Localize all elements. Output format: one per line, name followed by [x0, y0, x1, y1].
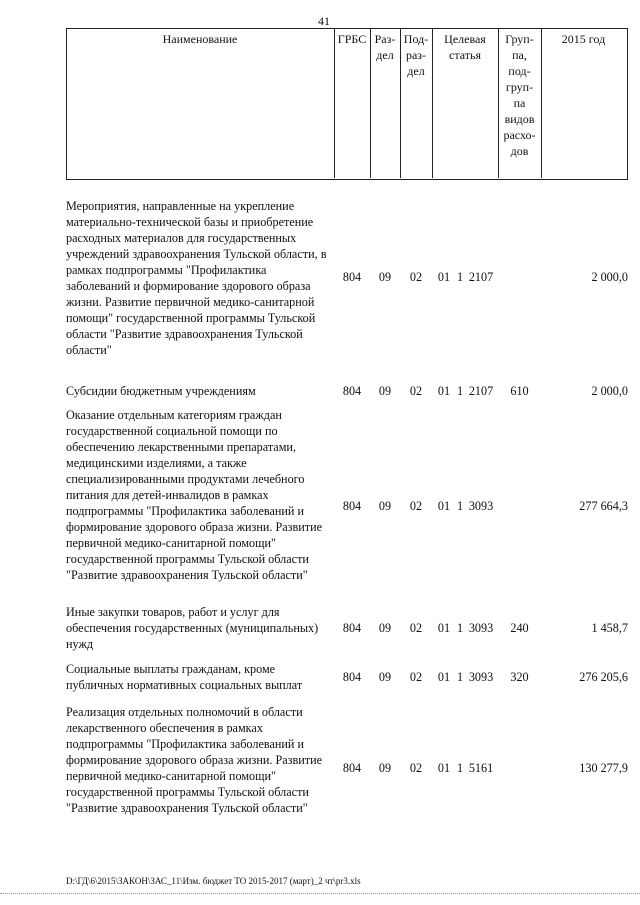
- table-row-name: Реализация отдельных полномочий в области лекарственного обеспечения в рамках подпрограммы "Профилактика заболеваний и формирование здорового образа жизни. Развитие первичной медико-санитарной помощи" государственной программы Тульской области "Развитие здравоохранения Тульской области": [66, 705, 323, 815]
- cell-razdel: 09: [378, 761, 392, 775]
- header-razdel: Раз- дел: [374, 32, 396, 62]
- cell-grbs: 804: [342, 499, 362, 513]
- cell-razdel: 09: [378, 270, 392, 284]
- cell-cs-program: 01: [437, 499, 451, 513]
- cell-cs-program: 01: [437, 670, 451, 684]
- cell-cs-code: 5161: [468, 761, 494, 775]
- header-gruppa-vidov-rashodov: Груп- па, под- груп- па видов расхо- дов: [503, 32, 536, 158]
- table-row-name: Иные закупки товаров, работ и услуг для обеспечения государственных (муниципальных) нужд: [66, 605, 319, 651]
- cell-cs-code: 3093: [468, 621, 494, 635]
- cell-grbs: 804: [342, 621, 362, 635]
- cell-cs-subprogram: 1: [456, 270, 464, 284]
- table-row-name: Оказание отдельным категориям граждан государственной социальной помощи по обеспечению лекарственными препаратами, медицинскими изделиями, а также специализированными продуктами лечебного питания для детей-инвалидов в рамках подпрограммы "Профилактика заболеваний и формирование здорового образа жизни. Развитие первичной медико-санитарной помощи" государственной программы Тульской области "Развитие здравоохранения Тульской области": [66, 408, 323, 582]
- table-row-name: Субсидии бюджетным учреждениям: [66, 384, 256, 398]
- header-grbs: ГРБС: [337, 32, 367, 46]
- cell-amount: 1 458,7: [591, 621, 628, 635]
- page-number: 41: [318, 14, 330, 28]
- cell-cs-program: 01: [437, 761, 451, 775]
- cell-cs-program: 01: [437, 270, 451, 284]
- header-name: Наименование: [162, 32, 238, 46]
- file-path-footer: D:\ГД\6\2015\ЗАКОН\ЗАС_11\Изм. бюджет ТО 2015-2017 (март)_2 чт\pr3.xls: [66, 876, 361, 886]
- cell-grbs: 804: [342, 670, 362, 684]
- cell-razdel: 09: [378, 499, 392, 513]
- cell-cs-program: 01: [437, 384, 451, 398]
- cell-cs-code: 3093: [468, 499, 494, 513]
- cell-amount: 277 664,3: [579, 499, 628, 513]
- cell-amount: 2 000,0: [591, 384, 628, 398]
- cell-grbs: 804: [342, 761, 362, 775]
- header-podrazdel: Под- раз- дел: [403, 32, 429, 78]
- table-header-frame: [66, 28, 628, 180]
- table-row-name: Социальные выплаты гражданам, кроме публичных нормативных социальных выплат: [66, 662, 303, 692]
- cell-podrazdel: 02: [409, 270, 423, 284]
- cell-podrazdel: 02: [409, 670, 423, 684]
- cell-cs-subprogram: 1: [456, 621, 464, 635]
- cell-razdel: 09: [378, 670, 392, 684]
- cell-cs-subprogram: 1: [456, 384, 464, 398]
- cell-cs-code: 2107: [468, 270, 494, 284]
- column-divider: [541, 28, 542, 178]
- cell-vid: 240: [510, 621, 529, 635]
- cell-podrazdel: 02: [409, 384, 423, 398]
- cell-cs-code: 2107: [468, 384, 494, 398]
- header-year: 2015 год: [561, 32, 606, 46]
- scan-artifact-line: [0, 893, 640, 894]
- cell-grbs: 804: [342, 270, 362, 284]
- cell-vid: 610: [510, 384, 529, 398]
- cell-podrazdel: 02: [409, 499, 423, 513]
- cell-podrazdel: 02: [409, 761, 423, 775]
- column-divider: [334, 28, 335, 178]
- cell-grbs: 804: [342, 384, 362, 398]
- cell-vid: 320: [510, 670, 529, 684]
- cell-razdel: 09: [378, 384, 392, 398]
- table-row-name: Мероприятия, направленные на укрепление материально-технической базы и приобретение расходных материалов для государственных учреждений здравоохранения Тульской области, в рамках подпрограммы "Профилактика заболеваний и формирование здорового образа жизни. Развитие первичной медико-санитарной помощи" государственной программы Тульской области "Развитие здравоохранения Тульской области": [66, 199, 327, 357]
- cell-cs-subprogram: 1: [456, 761, 464, 775]
- cell-amount: 2 000,0: [591, 270, 628, 284]
- cell-cs-subprogram: 1: [456, 499, 464, 513]
- cell-cs-code: 3093: [468, 670, 494, 684]
- header-celevaya-statya: Целевая статья: [444, 32, 486, 62]
- cell-razdel: 09: [378, 621, 392, 635]
- cell-cs-program: 01: [437, 621, 451, 635]
- cell-podrazdel: 02: [409, 621, 423, 635]
- cell-cs-subprogram: 1: [456, 670, 464, 684]
- cell-amount: 130 277,9: [579, 761, 628, 775]
- cell-amount: 276 205,6: [579, 670, 628, 684]
